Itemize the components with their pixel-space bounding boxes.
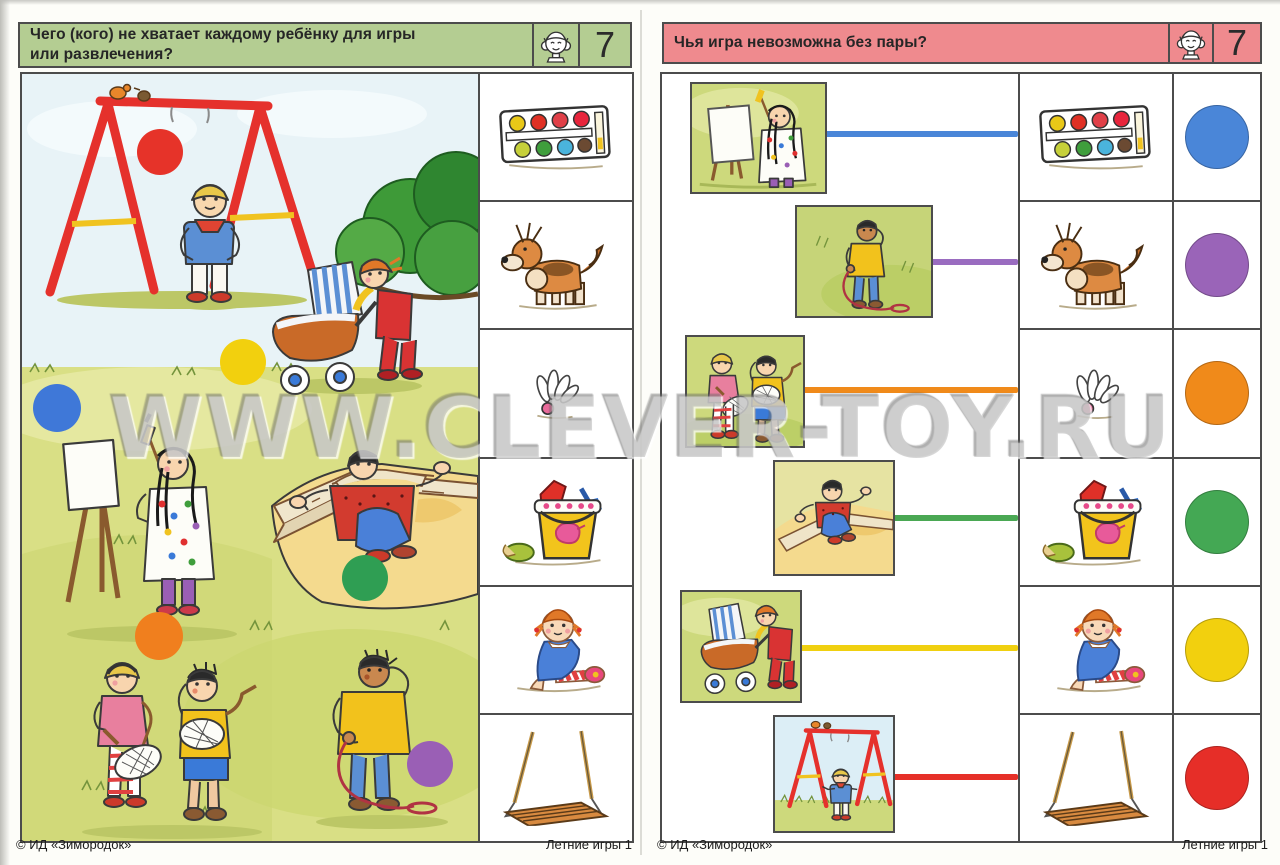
answer-cell-doll [480,587,632,715]
publisher-credit: © ИД «Зимородок» [657,837,773,852]
picture-girl-with-stroller [680,590,802,703]
pictures-area [662,74,1018,841]
object-cell-sand-bucket-toys [1020,459,1172,587]
dot-orange [135,612,183,660]
circle-cell-green [1174,459,1260,587]
left-page-number: 7 [578,24,630,66]
scan-edge-left [0,0,10,865]
answer-cell-watercolor-paints [480,74,632,202]
circle-cell-yellow [1174,587,1260,715]
circle-cell-red [1174,715,1260,841]
match-line-red [893,774,1018,780]
circle-cell-purple [1174,202,1260,330]
match-line-blue [825,131,1018,137]
picture-girl-painting-at-easel [690,82,827,194]
answer-circle-blue [1185,105,1249,169]
left-header [18,22,632,68]
series-label: Летние игры 1 [546,837,632,852]
publisher-credit: © ИД «Зимородок» [16,837,132,852]
left-title-line2: или развлечения? [30,46,174,63]
girl-face-icon [1168,24,1212,62]
left-page-footer [16,837,632,852]
picture-boy-in-sandbox [773,460,895,576]
dot-yellow [220,339,266,385]
answer-circle-yellow [1185,618,1249,682]
circle-cell-orange [1174,330,1260,458]
right-header [662,22,1262,64]
page-gap-shadow [640,10,642,855]
right-page-title [664,24,1168,62]
left-page [14,18,634,852]
dot-blue [33,384,81,432]
object-cell-dog [1020,202,1172,330]
picture-kids-with-badminton-rackets [685,335,805,448]
circle-cell-blue [1174,74,1260,202]
answer-circle-green [1185,490,1249,554]
picture-boy-with-jump-rope [795,205,933,318]
series-label: Летние игры 1 [1182,837,1268,852]
answer-circle-purple [1185,233,1249,297]
object-cell-doll [1020,587,1172,715]
match-line-orange [803,387,1018,393]
object-cell-swing-seat [1020,715,1172,841]
picture-swing-frame-with-child [773,715,895,833]
objects-column [1018,74,1172,841]
answer-cell-swing-seat [480,715,632,841]
dot-green [342,555,388,601]
playground-scene [22,74,478,841]
answer-circle-orange [1185,361,1249,425]
answer-cell-sand-bucket-toys [480,459,632,587]
left-title-line1: Чего (кого) не хватает каждому ребёнку для игры [30,26,416,44]
object-cell-watercolor-paints [1020,74,1172,202]
object-cell-shuttlecock [1020,330,1172,458]
right-page [655,18,1270,852]
girl-face-icon [532,24,578,66]
answer-cell-dog [480,202,632,330]
match-line-yellow [800,645,1018,651]
answer-cell-shuttlecock [480,330,632,458]
right-title-line: Чья игра невозможна без пары? [674,34,928,52]
watermark: WWW.CLEVER-TOY.RU [108,378,1172,478]
dot-purple [407,741,453,787]
answer-circle-red [1185,746,1249,810]
circles-column [1172,74,1260,841]
dot-red [137,129,183,175]
right-page-number: 7 [1212,24,1260,62]
scan-edge-top [0,0,1280,5]
left-page-title [20,24,532,66]
left-answers-column [478,74,632,841]
match-line-green [893,515,1018,521]
match-line-purple [931,259,1018,265]
right-main-box [660,72,1262,843]
left-main-box [20,72,634,843]
right-page-footer [657,837,1268,852]
